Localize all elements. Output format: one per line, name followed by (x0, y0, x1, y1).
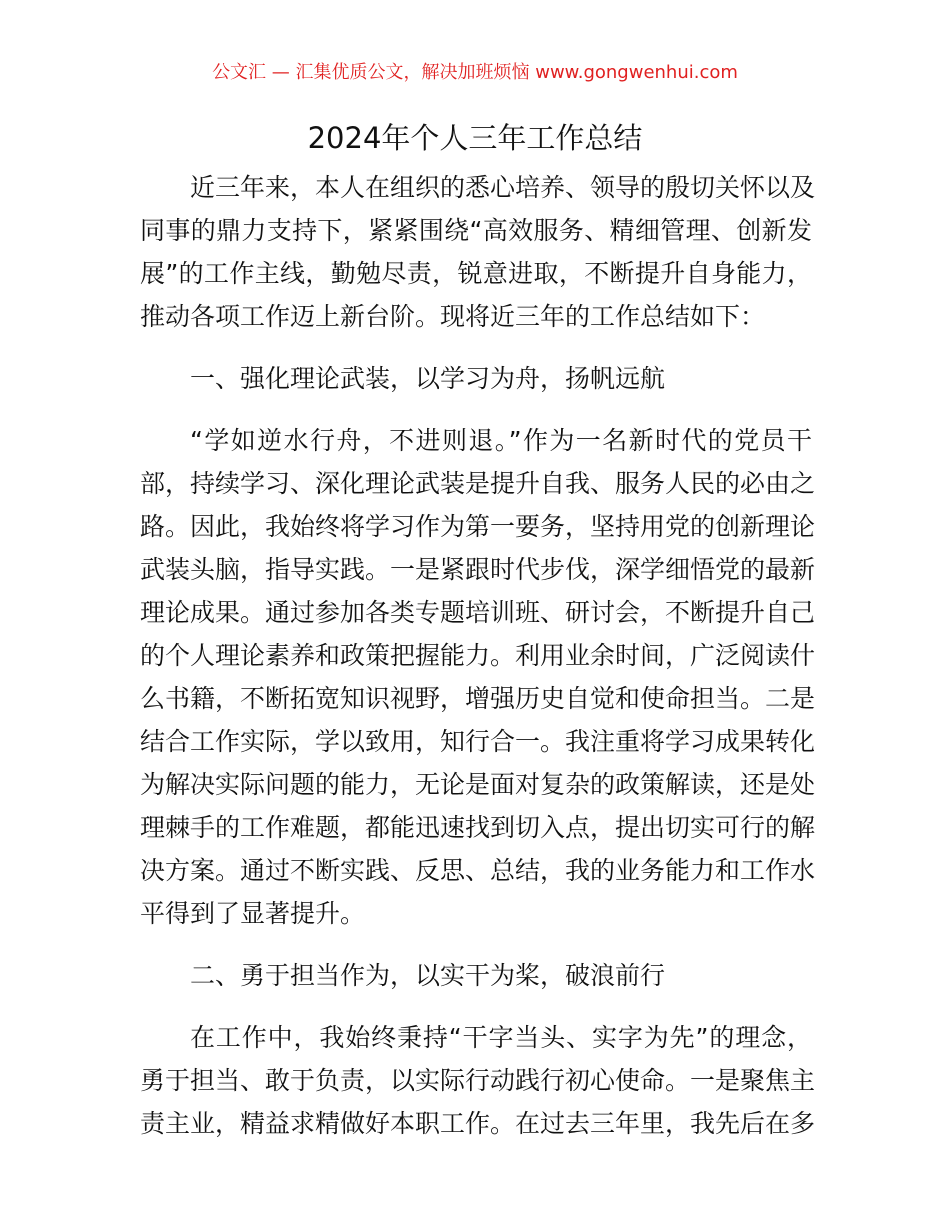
text-line: 同事的鼎力支持下，紧紧围绕“高效服务、精细管理、创新发 (140, 216, 812, 245)
text-line: 武装头脑，指导实践。一是紧跟时代步伐，深学细悟党的最新 (140, 555, 816, 584)
document-title: 2024年个人三年工作总结 (307, 121, 643, 155)
text-line: 为解决实际问题的能力，无论是面对复杂的政策解读，还是处 (140, 770, 816, 799)
text-line: 么书籍，不断拓宽知识视野，增强历史自觉和使命担当。二是 (140, 684, 816, 713)
text-line: 推动各项工作迈上新台阶。现将近三年的工作总结如下： (140, 302, 766, 331)
paragraph-section-2 (140, 1016, 816, 1145)
section-heading-2: 二、勇于担当作为，以实干为桨，破浪前行 (190, 961, 666, 990)
text-line: 结合工作实际，学以致用，知行合一。我注重将学习成果转化 (140, 727, 816, 756)
text-line: 理论成果。通过参加各类专题培训班、研讨会，不断提升自己 (140, 598, 816, 627)
text-line: 近三年来，本人在组织的悉心培养、领导的殷切关怀以及 (190, 173, 816, 202)
text-line: 路。因此，我始终将学习作为第一要务，坚持用党的创新理论 (140, 512, 816, 541)
text-line: 的个人理论素养和政策把握能力。利用业余时间，广泛阅读什 (140, 641, 816, 670)
text-line: 展”的工作主线，勤勉尽责，锐意进取，不断提升自身能力， (140, 259, 812, 288)
document-body (140, 166, 816, 1145)
text-line: 平得到了显著提升。 (140, 899, 366, 928)
text-line: 在工作中，我始终秉持“干字当头、实字为先”的理念， (190, 1023, 812, 1052)
header-banner: 公文汇 — 汇集优质公文，解决加班烦恼 www.gongwenhui.com (212, 62, 738, 83)
paragraph-intro (140, 166, 816, 338)
paragraph-section-1 (140, 419, 816, 935)
section-heading-1: 一、强化理论武装，以学习为舟，扬帆远航 (190, 364, 666, 393)
text-line: 理棘手的工作难题，都能迅速找到切入点，提出切实可行的解 (140, 813, 816, 842)
text-line: 决方案。通过不断实践、反思、总结，我的业务能力和工作水 (140, 856, 816, 885)
text-line: 部，持续学习、深化理论武装是提升自我、服务人民的必由之 (140, 469, 816, 498)
text-line: 责主业，精益求精做好本职工作。在过去三年里，我先后在多 (140, 1109, 816, 1138)
text-line: 勇于担当、敢于负责，以实际行动践行初心使命。一是聚焦主 (140, 1066, 816, 1095)
text-line: “学如逆水行舟，不进则退。”作为一名新时代的党员干 (190, 426, 812, 455)
